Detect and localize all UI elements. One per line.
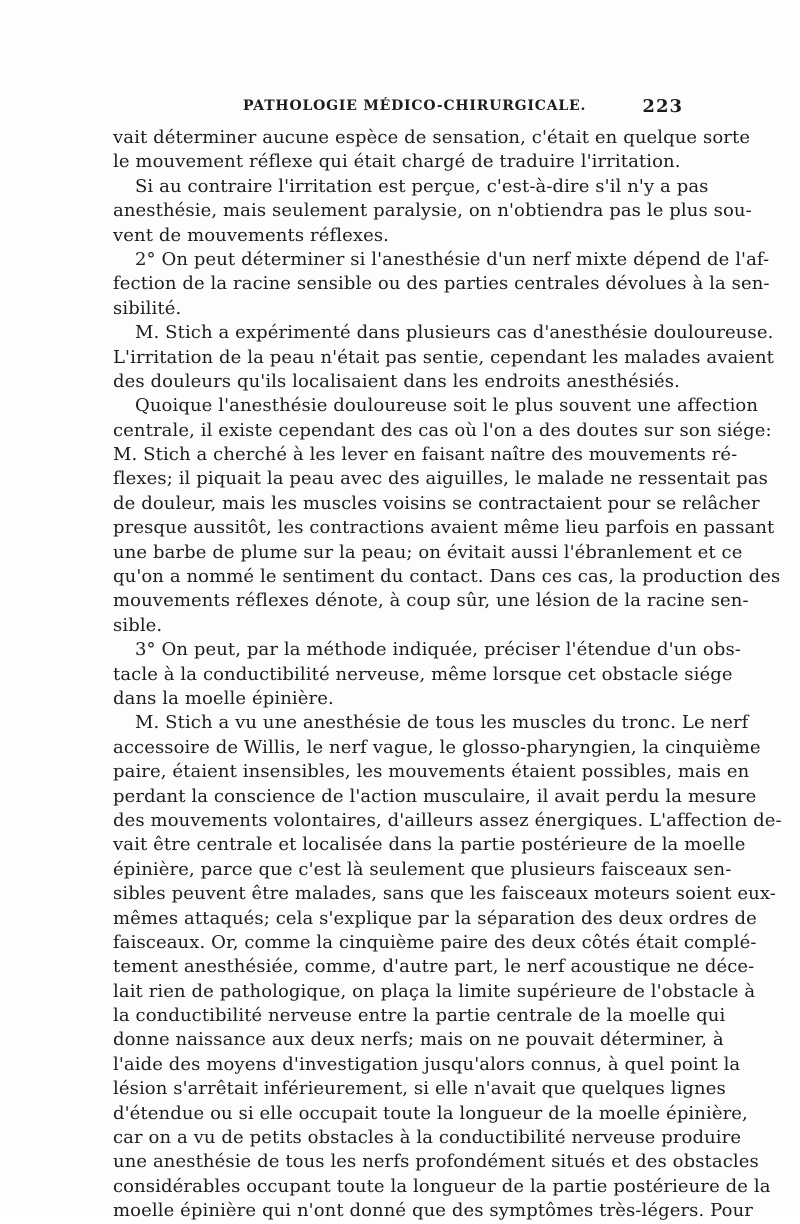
text-line: la conductibilité nerveuse entre la partie centrale de la moelle qui	[113, 1005, 726, 1027]
text-line: centrale, il existe cependant des cas où l'on a des doutes sur son siége:	[113, 419, 772, 441]
text-line: vait être centrale et localisée dans la partie postérieure de la moelle	[113, 834, 746, 856]
text-line: des mouvements volontaires, d'ailleurs assez énergiques. L'affection de-	[113, 809, 782, 831]
text-line: dans la moelle épinière.	[113, 687, 334, 709]
text-line: paire, étaient insensibles, les mouvements étaient possibles, mais en	[113, 761, 750, 783]
text-line: une barbe de plume sur la peau; on évitait aussi l'ébranlement et ce	[113, 541, 743, 563]
text-line: mêmes attaqués; cela s'explique par la séparation des deux ordres de	[113, 907, 757, 929]
body-text	[113, 126, 782, 1224]
text-line: vait déterminer aucune espèce de sensation, c'était en quelque sorte	[113, 127, 751, 148]
text-line: donne naissance aux deux nerfs; mais on ne pouvait déterminer, à	[113, 1029, 724, 1051]
text-line: vent de mouvements réflexes.	[113, 224, 389, 246]
text-line: mouvements réflexes dénote, à coup sûr, une lésion de la racine sen-	[113, 590, 749, 612]
text-line: lésion s'arrêtait inférieurement, si elle n'avait que quelques lignes	[113, 1078, 726, 1100]
text-line: tement anesthésiée, comme, d'autre part, le nerf acoustique ne déce-	[113, 956, 755, 978]
text-line: d'étendue ou si elle occupait toute la longueur de la moelle épinière,	[113, 1102, 748, 1124]
text-line: Si au contraire l'irritation est perçue, c'est-à-dire s'il n'y a pas	[135, 175, 709, 197]
text-line: l'aide des moyens d'investigation jusqu'alors connus, à quel point la	[113, 1053, 741, 1075]
text-line: de douleur, mais les muscles voisins se contractaient pour se relâcher	[113, 492, 760, 514]
text-line: presque aussitôt, les contractions avaient même lieu parfois en passant	[113, 517, 775, 539]
text-line: accessoire de Willis, le nerf vague, le glosso-pharyngien, la cinquième	[113, 736, 761, 758]
text-line: sibles peuvent être malades, sans que les faisceaux moteurs soient eux-	[113, 883, 776, 905]
text-line: moelle épinière qui n'ont donné que des symptômes très-légers. Pour	[113, 1200, 753, 1222]
text-line: 3° On peut, par la méthode indiquée, préciser l'étendue d'un obs-	[135, 639, 741, 661]
text-line: car on a vu de petits obstacles à la conductibilité nerveuse produire	[113, 1127, 742, 1149]
text-line: M. Stich a cherché à les lever en faisant naître des mouvements ré-	[113, 444, 738, 466]
text-line: Quoique l'anesthésie douloureuse soit le plus souvent une affection	[135, 395, 759, 417]
text-line: fection de la racine sensible ou des parties centrales dévolues à la sen-	[113, 273, 770, 295]
text-line: épinière, parce que c'est là seulement que plusieurs faisceaux sen-	[113, 858, 732, 880]
text-line: une anesthésie de tous les nerfs profondément situés et des obstacles	[113, 1151, 759, 1173]
text-line: M. Stich a expérimenté dans plusieurs cas d'anesthésie douloureuse.	[135, 322, 774, 344]
text-line: perdant la conscience de l'action musculaire, il avait perdu la mesure	[113, 785, 757, 807]
text-line: M. Stich a vu une anesthésie de tous les muscles du tronc. Le nerf	[135, 712, 749, 734]
page-number: 223	[642, 96, 683, 117]
text-line: sible.	[113, 614, 163, 636]
text-line: sibilité.	[113, 297, 182, 319]
text-line: lait rien de pathologique, on plaça la limite supérieure de l'obstacle à	[113, 980, 756, 1002]
text-line: qu'on a nommé le sentiment du contact. Dans ces cas, la production des	[113, 566, 781, 588]
running-title: PATHOLOGIE MÉDICO-CHIRURGICALE.	[243, 98, 587, 114]
text-line: considérables occupant toute la longueur de la partie postérieure de la	[113, 1175, 771, 1197]
text-line: L'irritation de la peau n'était pas sentie, cependant les malades avaient	[113, 346, 774, 368]
text-line: flexes; il piquait la peau avec des aiguilles, le malade ne ressentait pas	[113, 468, 768, 490]
text-line: des douleurs qu'ils localisaient dans les endroits anesthésiés.	[113, 370, 680, 392]
text-line: anesthésie, mais seulement paralysie, on n'obtiendra pas le plus sou-	[113, 200, 752, 222]
text-line: le mouvement réflexe qui était chargé de traduire l'irritation.	[113, 151, 681, 173]
running-header	[113, 98, 683, 120]
text-line: tacle à la conductibilité nerveuse, même lorsque cet obstacle siége	[113, 663, 733, 685]
text-line: faisceaux. Or, comme la cinquième paire des deux côtés était complé-	[113, 931, 757, 953]
text-line: 2° On peut déterminer si l'anesthésie d'un nerf mixte dépend de l'af-	[135, 248, 770, 270]
